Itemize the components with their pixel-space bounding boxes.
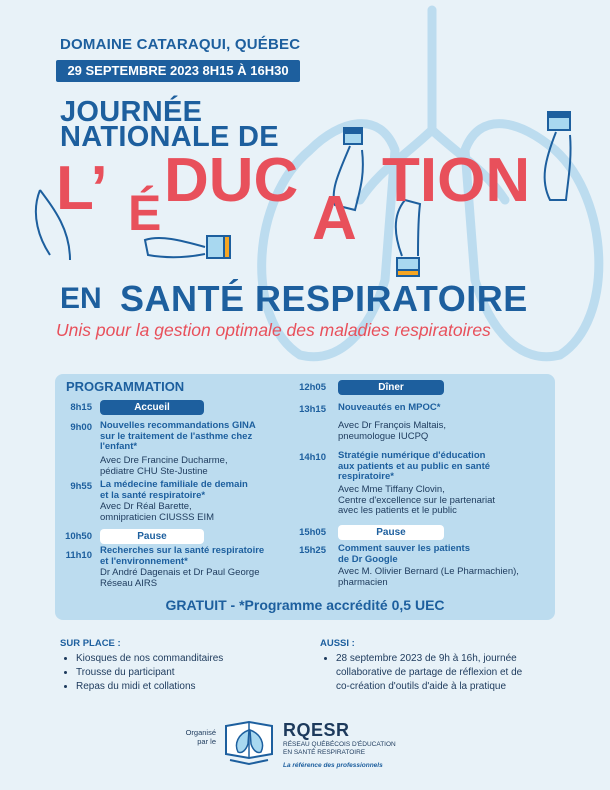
- event-speaker: Dr André Dagenais et Dr Paul George Réseau AIRS: [100, 567, 260, 589]
- event-speaker: Avec Dr François Maltais, pneumologue IUCPQ: [338, 420, 447, 442]
- title-en: EN: [60, 282, 102, 315]
- organizer-tagline: La référence des professionnels: [283, 762, 383, 769]
- organizer-label: Organisé par le: [185, 728, 216, 746]
- sur-place-list: [60, 652, 300, 694]
- program-title: PROGRAMMATION: [66, 379, 185, 394]
- rqesr-logo-icon: [224, 720, 274, 766]
- organizer-full-name: RÉSEAU QUÉBÉCOIS D'ÉDUCATION EN SANTÉ RESPIRATOIRE: [283, 741, 396, 756]
- pill-accueil: Accueil: [100, 400, 204, 415]
- time-slot: 9h55: [70, 481, 92, 492]
- title-big-tion: TION: [382, 146, 531, 215]
- time-slot: 13h15: [299, 404, 326, 415]
- list-item: • Kiosques de nos commanditaires: [76, 652, 300, 666]
- event-title: La médecine familiale de demain et la santé respiratoire*: [100, 479, 248, 501]
- title-big-duc: DUC: [164, 146, 299, 215]
- pill-pause: Pause: [100, 529, 204, 544]
- title-big-e: É: [128, 185, 162, 241]
- event-speaker: Avec Dr Réal Barette, omnipraticien CIUSSS EIM: [100, 501, 215, 523]
- event-title: Comment sauver les patients de Dr Google: [338, 543, 470, 565]
- list-item: • 28 septembre 2023 de 9h à 16h, journée collaborative de partage de réflexion et de co-création d'outils d'aide à la pratique: [336, 652, 560, 694]
- title-big-l: L’: [56, 154, 108, 223]
- pill-diner: Dîner: [338, 380, 444, 395]
- title-big-a: A: [312, 184, 357, 253]
- event-title: Recherches sur la santé respiratoire et l'environnement*: [100, 545, 265, 567]
- event-speaker: Avec M. Olivier Bernard (Le Pharmachien), pharmacien: [338, 566, 519, 588]
- title-line1: JOURNÉE: [60, 96, 203, 128]
- event-title: Nouvelles recommandations GINA sur le traitement de l'asthme chez l'enfant*: [100, 420, 256, 452]
- title-line2: NATIONALE DE: [60, 121, 279, 153]
- aussi-title: AUSSI :: [320, 638, 355, 649]
- time-slot: 12h05: [299, 382, 326, 393]
- event-speaker: Avec Mme Tiffany Clovin, Centre d'excellence sur le partenariat avec les patients et le public: [338, 484, 496, 516]
- time-slot: 11h10: [65, 550, 92, 561]
- time-slot: 9h00: [70, 422, 92, 433]
- list-item: • Repas du midi et collations: [76, 680, 300, 694]
- sur-place-title: SUR PLACE :: [60, 638, 121, 649]
- accreditation-note: GRATUIT - *Programme accrédité 0,5 UEC: [165, 597, 445, 613]
- event-title: Nouveautés en MPOC*: [338, 402, 441, 413]
- event-date: 29 SEPTEMBRE 2023 8H15 À 16H30: [56, 60, 300, 82]
- aussi-list: [320, 652, 560, 694]
- time-slot: 8h15: [70, 402, 92, 413]
- subtitle: Unis pour la gestion optimale des maladies respiratoires: [56, 320, 491, 340]
- venue: DOMAINE CATARAQUI, QUÉBEC: [60, 36, 301, 53]
- time-slot: 15h05: [299, 527, 326, 538]
- time-slot: 14h10: [299, 452, 326, 463]
- event-speaker: Avec Dre Francine Ducharme, pédiatre CHU Ste-Justine: [100, 455, 228, 477]
- event-title: Stratégie numérique d'éducation aux patients et au public en santé respiratoire*: [338, 450, 491, 482]
- organizer-name: RQESR: [283, 720, 350, 740]
- title-sante: SANTÉ RESPIRATOIRE: [120, 278, 528, 319]
- time-slot: 15h25: [299, 545, 326, 556]
- list-item: • Trousse du participant: [76, 666, 300, 680]
- time-slot: 10h50: [65, 531, 92, 542]
- pill-pause: Pause: [338, 525, 444, 540]
